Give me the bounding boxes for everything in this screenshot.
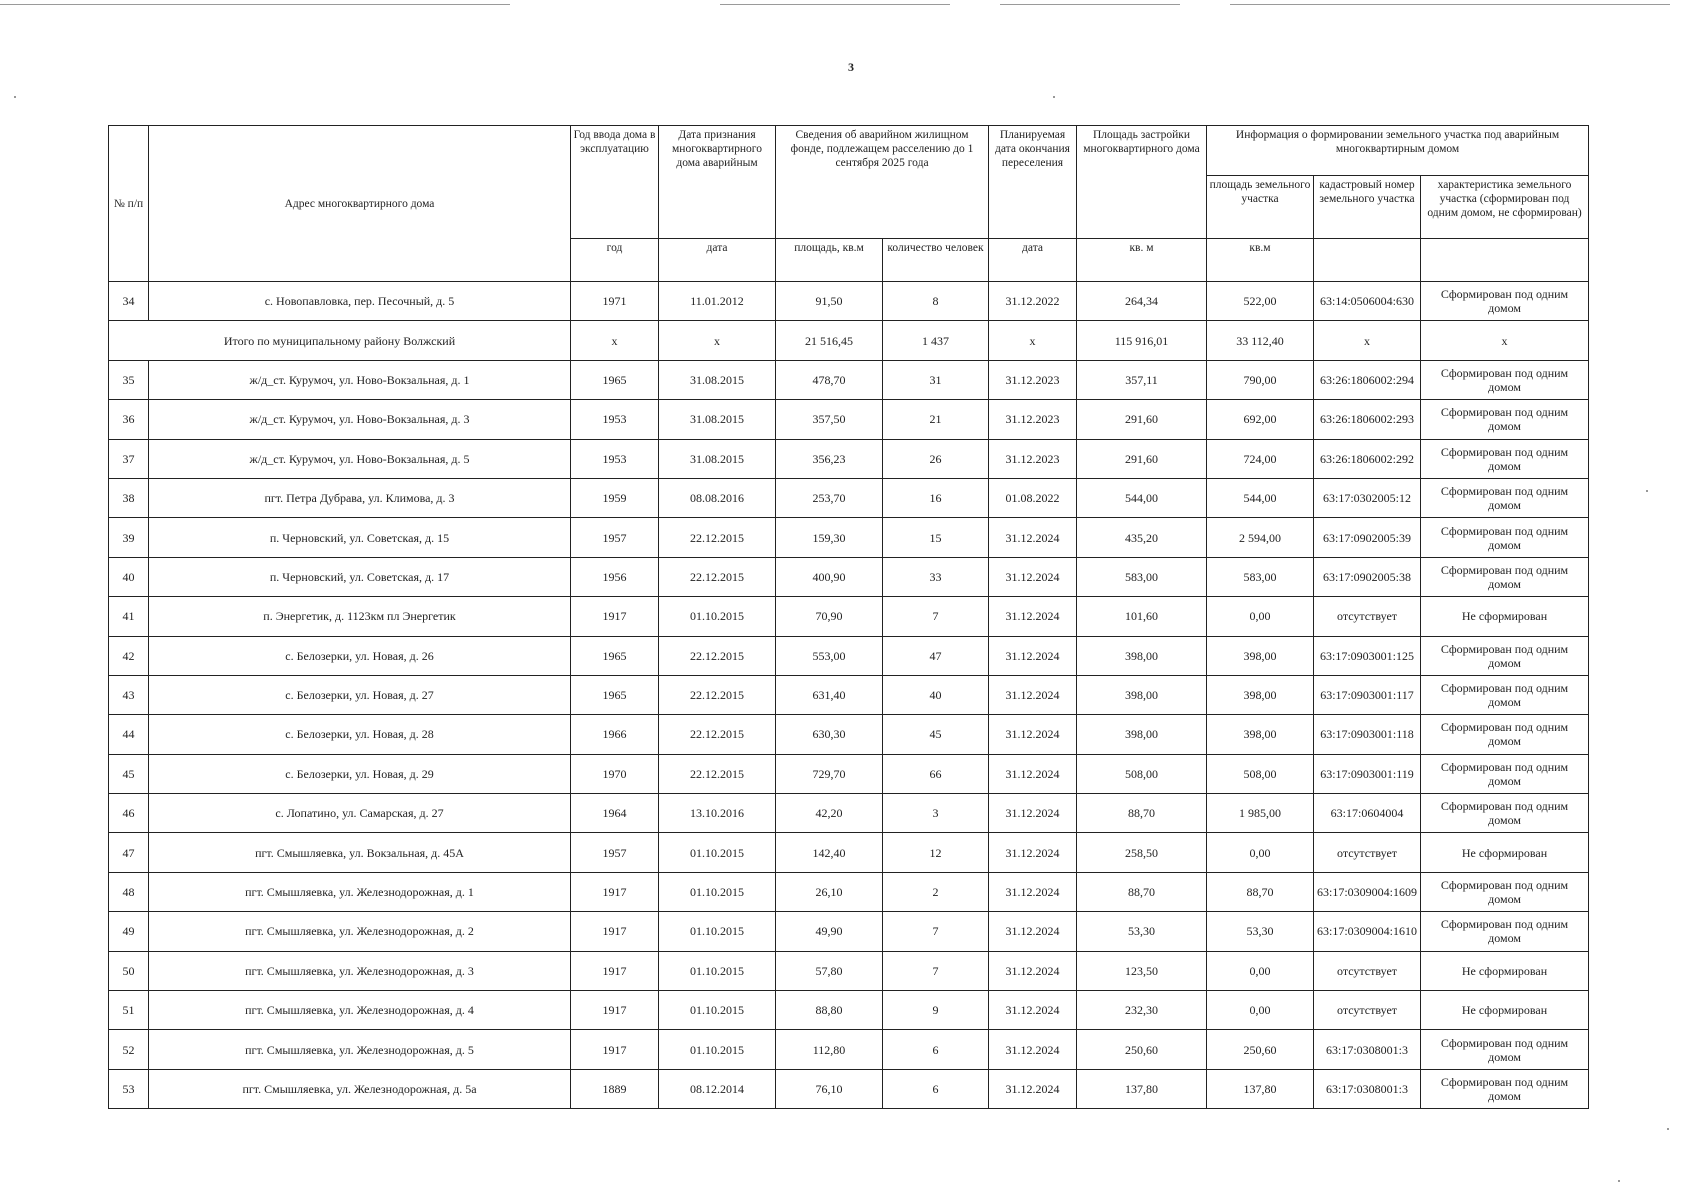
cell-build: 508,00 bbox=[1077, 754, 1207, 793]
cell-cad: отсутствует bbox=[1314, 951, 1421, 990]
header-sub-sqm: кв. м bbox=[1077, 239, 1207, 282]
cell-date: 01.10.2015 bbox=[659, 597, 776, 636]
header-row-main bbox=[109, 126, 1589, 239]
table-row bbox=[109, 1069, 1589, 1108]
cell-end: 31.12.2024 bbox=[989, 991, 1077, 1030]
cell-n: 35 bbox=[109, 360, 149, 399]
cell-date: 31.08.2015 bbox=[659, 400, 776, 439]
cell-people: 7 bbox=[883, 951, 989, 990]
cell-people: 6 bbox=[883, 1030, 989, 1069]
cell-people: 16 bbox=[883, 478, 989, 517]
cell-char: Сформирован под одним домом bbox=[1421, 636, 1589, 675]
cell-date: 01.10.2015 bbox=[659, 991, 776, 1030]
cell-n: 37 bbox=[109, 439, 149, 478]
cell-n: 53 bbox=[109, 1069, 149, 1108]
cell-land: 0,00 bbox=[1207, 597, 1314, 636]
cell-build: 291,60 bbox=[1077, 400, 1207, 439]
cell-cad: 63:17:0903001:119 bbox=[1314, 754, 1421, 793]
cell-char: Сформирован под одним домом bbox=[1421, 400, 1589, 439]
emergency-housing-table bbox=[108, 125, 1589, 1109]
cell-address: с. Белозерки, ул. Новая, д. 26 bbox=[149, 636, 571, 675]
table-row bbox=[109, 833, 1589, 872]
table-row bbox=[109, 360, 1589, 399]
cell-build: 88,70 bbox=[1077, 794, 1207, 833]
cell-year: 1965 bbox=[571, 360, 659, 399]
cell-build: 398,00 bbox=[1077, 675, 1207, 714]
table-row bbox=[109, 991, 1589, 1030]
cell-end: 31.12.2024 bbox=[989, 518, 1077, 557]
cell-build: 53,30 bbox=[1077, 912, 1207, 951]
cell-n: 50 bbox=[109, 951, 149, 990]
cell-char: Сформирован под одним домом bbox=[1421, 754, 1589, 793]
header-planned-end: Планируемая дата окончания переселения bbox=[989, 126, 1077, 239]
cell-address: пгт. Смышляевка, ул. Железнодорожная, д. 2 bbox=[149, 912, 571, 951]
cell-char: Сформирован под одним домом bbox=[1421, 675, 1589, 714]
header-sub-year: год bbox=[571, 239, 659, 282]
scan-edge-line bbox=[1000, 4, 1180, 5]
cell-char: Сформирован под одним домом bbox=[1421, 1069, 1589, 1108]
cell-build: 357,11 bbox=[1077, 360, 1207, 399]
table-row bbox=[109, 754, 1589, 793]
cell-area: 88,80 bbox=[776, 991, 883, 1030]
cell-year: 1889 bbox=[571, 1069, 659, 1108]
cell-date: 01.10.2015 bbox=[659, 833, 776, 872]
cell-address: пгт. Смышляевка, ул. Железнодорожная, д. 5 bbox=[149, 1030, 571, 1069]
cell-year: 1971 bbox=[571, 282, 659, 321]
table-body bbox=[109, 282, 1589, 1109]
cell-year: 1917 bbox=[571, 912, 659, 951]
cell-land: 692,00 bbox=[1207, 400, 1314, 439]
cell-address: п. Энергетик, д. 1123км пл Энергетик bbox=[149, 597, 571, 636]
header-sub-sqm2: кв.м bbox=[1207, 239, 1314, 282]
cell-address: с. Белозерки, ул. Новая, д. 27 bbox=[149, 675, 571, 714]
cell-land: 2 594,00 bbox=[1207, 518, 1314, 557]
cell-area: 91,50 bbox=[776, 282, 883, 321]
cell-n: 40 bbox=[109, 557, 149, 596]
cell-area: 729,70 bbox=[776, 754, 883, 793]
cell-end: 31.12.2024 bbox=[989, 872, 1077, 911]
header-sub-people: количество человек bbox=[883, 239, 989, 282]
cell-date: 22.12.2015 bbox=[659, 518, 776, 557]
cell-cad: 63:17:0903001:117 bbox=[1314, 675, 1421, 714]
total-end: х bbox=[989, 321, 1077, 360]
cell-people: 15 bbox=[883, 518, 989, 557]
cell-area: 112,80 bbox=[776, 1030, 883, 1069]
cell-date: 01.10.2015 bbox=[659, 1030, 776, 1069]
cell-land: 583,00 bbox=[1207, 557, 1314, 596]
cell-date: 08.08.2016 bbox=[659, 478, 776, 517]
cell-build: 123,50 bbox=[1077, 951, 1207, 990]
cell-address: пгт. Смышляевка, ул. Вокзальная, д. 45А bbox=[149, 833, 571, 872]
header-num: № п/п bbox=[109, 126, 149, 282]
cell-address: ж/д_ст. Курумоч, ул. Ново-Вокзальная, д. 3 bbox=[149, 400, 571, 439]
total-year: х bbox=[571, 321, 659, 360]
cell-end: 31.12.2024 bbox=[989, 715, 1077, 754]
cell-land: 508,00 bbox=[1207, 754, 1314, 793]
cell-build: 544,00 bbox=[1077, 478, 1207, 517]
cell-area: 357,50 bbox=[776, 400, 883, 439]
cell-area: 76,10 bbox=[776, 1069, 883, 1108]
cell-end: 31.12.2024 bbox=[989, 557, 1077, 596]
cell-people: 6 bbox=[883, 1069, 989, 1108]
header-year-commission: Год ввода дома в эксплуатацию bbox=[571, 126, 659, 239]
cell-year: 1953 bbox=[571, 439, 659, 478]
cell-cad: 63:17:0309004:1610 bbox=[1314, 912, 1421, 951]
cell-address: п. Черновский, ул. Советская, д. 17 bbox=[149, 557, 571, 596]
header-sub-date2: дата bbox=[989, 239, 1077, 282]
cell-n: 51 bbox=[109, 991, 149, 1030]
cell-land: 88,70 bbox=[1207, 872, 1314, 911]
cell-date: 01.10.2015 bbox=[659, 951, 776, 990]
cell-build: 250,60 bbox=[1077, 1030, 1207, 1069]
cell-n: 34 bbox=[109, 282, 149, 321]
table-row bbox=[109, 282, 1589, 321]
cell-build: 398,00 bbox=[1077, 715, 1207, 754]
cell-cad: 63:17:0302005:12 bbox=[1314, 478, 1421, 517]
cell-address: с. Белозерки, ул. Новая, д. 29 bbox=[149, 754, 571, 793]
cell-area: 159,30 bbox=[776, 518, 883, 557]
cell-year: 1957 bbox=[571, 518, 659, 557]
cell-cad: отсутствует bbox=[1314, 597, 1421, 636]
cell-char: Не сформирован bbox=[1421, 597, 1589, 636]
cell-cad: отсутствует bbox=[1314, 833, 1421, 872]
cell-land: 724,00 bbox=[1207, 439, 1314, 478]
cell-n: 39 bbox=[109, 518, 149, 557]
cell-people: 21 bbox=[883, 400, 989, 439]
cell-end: 31.12.2023 bbox=[989, 439, 1077, 478]
cell-cad: 63:26:1806002:292 bbox=[1314, 439, 1421, 478]
cell-area: 70,90 bbox=[776, 597, 883, 636]
cell-cad: 63:17:0308001:3 bbox=[1314, 1030, 1421, 1069]
cell-land: 790,00 bbox=[1207, 360, 1314, 399]
total-row bbox=[109, 321, 1589, 360]
cell-year: 1917 bbox=[571, 1030, 659, 1069]
total-date: х bbox=[659, 321, 776, 360]
cell-area: 253,70 bbox=[776, 478, 883, 517]
cell-address: ж/д_ст. Курумоч, ул. Ново-Вокзальная, д. 5 bbox=[149, 439, 571, 478]
header-date-emergency: Дата признания многоквартирного дома аварийным bbox=[659, 126, 776, 239]
table-row bbox=[109, 1030, 1589, 1069]
cell-area: 57,80 bbox=[776, 951, 883, 990]
header-land-info-group bbox=[1207, 126, 1589, 239]
cell-end: 31.12.2024 bbox=[989, 833, 1077, 872]
cell-address: с. Белозерки, ул. Новая, д. 28 bbox=[149, 715, 571, 754]
total-land: 33 112,40 bbox=[1207, 321, 1314, 360]
cell-land: 0,00 bbox=[1207, 991, 1314, 1030]
cell-area: 142,40 bbox=[776, 833, 883, 872]
cell-build: 232,30 bbox=[1077, 991, 1207, 1030]
total-char: х bbox=[1421, 321, 1589, 360]
cell-end: 31.12.2024 bbox=[989, 1030, 1077, 1069]
cell-date: 22.12.2015 bbox=[659, 557, 776, 596]
cell-people: 31 bbox=[883, 360, 989, 399]
cell-people: 7 bbox=[883, 597, 989, 636]
cell-area: 631,40 bbox=[776, 675, 883, 714]
cell-char: Сформирован под одним домом bbox=[1421, 872, 1589, 911]
cell-cad: 63:17:0309004:1609 bbox=[1314, 872, 1421, 911]
header-building-area: Площадь застройки многоквартирного дома bbox=[1077, 126, 1207, 239]
cell-build: 88,70 bbox=[1077, 872, 1207, 911]
cell-n: 41 bbox=[109, 597, 149, 636]
header-address: Адрес многоквартирного дома bbox=[149, 126, 571, 282]
cell-build: 435,20 bbox=[1077, 518, 1207, 557]
cell-n: 48 bbox=[109, 872, 149, 911]
header-housing-info: Сведения об аварийном жилищном фонде, подлежащем расселению до 1 сентября 2025 года bbox=[776, 126, 989, 239]
cell-year: 1965 bbox=[571, 675, 659, 714]
cell-end: 01.08.2022 bbox=[989, 478, 1077, 517]
total-area: 21 516,45 bbox=[776, 321, 883, 360]
cell-build: 101,60 bbox=[1077, 597, 1207, 636]
cell-end: 31.12.2023 bbox=[989, 360, 1077, 399]
cell-year: 1957 bbox=[571, 833, 659, 872]
header-sub-date: дата bbox=[659, 239, 776, 282]
table-row bbox=[109, 518, 1589, 557]
cell-land: 250,60 bbox=[1207, 1030, 1314, 1069]
cell-end: 31.12.2022 bbox=[989, 282, 1077, 321]
cell-people: 7 bbox=[883, 912, 989, 951]
cell-date: 01.10.2015 bbox=[659, 872, 776, 911]
cell-date: 22.12.2015 bbox=[659, 675, 776, 714]
cell-area: 630,30 bbox=[776, 715, 883, 754]
cell-year: 1953 bbox=[571, 400, 659, 439]
cell-address: с. Лопатино, ул. Самарская, д. 27 bbox=[149, 794, 571, 833]
cell-year: 1917 bbox=[571, 991, 659, 1030]
cell-cad: 63:26:1806002:294 bbox=[1314, 360, 1421, 399]
cell-end: 31.12.2024 bbox=[989, 794, 1077, 833]
cell-land: 137,80 bbox=[1207, 1069, 1314, 1108]
table-row bbox=[109, 675, 1589, 714]
cell-year: 1964 bbox=[571, 794, 659, 833]
cell-end: 31.12.2024 bbox=[989, 597, 1077, 636]
cell-char: Не сформирован bbox=[1421, 951, 1589, 990]
cell-people: 26 bbox=[883, 439, 989, 478]
cell-land: 544,00 bbox=[1207, 478, 1314, 517]
cell-area: 42,20 bbox=[776, 794, 883, 833]
cell-year: 1966 bbox=[571, 715, 659, 754]
table-row bbox=[109, 439, 1589, 478]
cell-char: Сформирован под одним домом bbox=[1421, 439, 1589, 478]
cell-cad: 63:26:1806002:293 bbox=[1314, 400, 1421, 439]
cell-year: 1956 bbox=[571, 557, 659, 596]
header-land-char: характеристика земельного участка (сформирован под одним домом, не сформирован) bbox=[1427, 179, 1582, 219]
cell-cad: 63:14:0506004:630 bbox=[1314, 282, 1421, 321]
cell-date: 01.10.2015 bbox=[659, 912, 776, 951]
cell-address: п. Черновский, ул. Советская, д. 15 bbox=[149, 518, 571, 557]
page-number: 3 bbox=[848, 60, 854, 74]
cell-people: 47 bbox=[883, 636, 989, 675]
cell-people: 2 bbox=[883, 872, 989, 911]
cell-end: 31.12.2024 bbox=[989, 951, 1077, 990]
cell-char: Не сформирован bbox=[1421, 833, 1589, 872]
cell-land: 53,30 bbox=[1207, 912, 1314, 951]
cell-land: 0,00 bbox=[1207, 833, 1314, 872]
header-land-info: Информация о формировании земельного участка под аварийным многоквартирным домом bbox=[1207, 126, 1588, 176]
cell-n: 46 bbox=[109, 794, 149, 833]
cell-end: 31.12.2024 bbox=[989, 754, 1077, 793]
cell-build: 583,00 bbox=[1077, 557, 1207, 596]
cell-cad: 63:17:0902005:38 bbox=[1314, 557, 1421, 596]
header-sub-area: площадь, кв.м bbox=[776, 239, 883, 282]
cell-char: Сформирован под одним домом bbox=[1421, 794, 1589, 833]
cell-year: 1959 bbox=[571, 478, 659, 517]
cell-address: пгт. Смышляевка, ул. Железнодорожная, д. 1 bbox=[149, 872, 571, 911]
total-label: Итого по муниципальному району Волжский bbox=[109, 321, 571, 360]
cell-n: 42 bbox=[109, 636, 149, 675]
cell-cad: 63:17:0903001:118 bbox=[1314, 715, 1421, 754]
scan-edge-line bbox=[0, 4, 510, 5]
table-row bbox=[109, 794, 1589, 833]
cell-area: 400,90 bbox=[776, 557, 883, 596]
cell-end: 31.12.2024 bbox=[989, 636, 1077, 675]
cell-char: Сформирован под одним домом bbox=[1421, 518, 1589, 557]
cell-people: 66 bbox=[883, 754, 989, 793]
cell-build: 291,60 bbox=[1077, 439, 1207, 478]
cell-date: 31.08.2015 bbox=[659, 360, 776, 399]
cell-date: 31.08.2015 bbox=[659, 439, 776, 478]
cell-land: 398,00 bbox=[1207, 636, 1314, 675]
cell-address: с. Новопавловка, пер. Песочный, д. 5 bbox=[149, 282, 571, 321]
cell-build: 264,34 bbox=[1077, 282, 1207, 321]
header-sub-cad-empty bbox=[1314, 239, 1421, 282]
header-land-area: площадь земельного участка bbox=[1207, 176, 1314, 238]
cell-n: 47 bbox=[109, 833, 149, 872]
cell-n: 45 bbox=[109, 754, 149, 793]
cell-address: ж/д_ст. Курумоч, ул. Ново-Вокзальная, д. 1 bbox=[149, 360, 571, 399]
cell-n: 49 bbox=[109, 912, 149, 951]
cell-people: 8 bbox=[883, 282, 989, 321]
cell-cad: 63:17:0308001:3 bbox=[1314, 1069, 1421, 1108]
cell-year: 1917 bbox=[571, 951, 659, 990]
cell-date: 22.12.2015 bbox=[659, 636, 776, 675]
table-row bbox=[109, 872, 1589, 911]
cell-n: 52 bbox=[109, 1030, 149, 1069]
cell-area: 553,00 bbox=[776, 636, 883, 675]
cell-land: 398,00 bbox=[1207, 675, 1314, 714]
cell-year: 1970 bbox=[571, 754, 659, 793]
header-cadastral: кадастровый номер земельного участка bbox=[1314, 176, 1421, 238]
cell-people: 9 bbox=[883, 991, 989, 1030]
scan-edge-line bbox=[720, 4, 950, 5]
cell-char: Сформирован под одним домом bbox=[1421, 912, 1589, 951]
cell-area: 478,70 bbox=[776, 360, 883, 399]
cell-end: 31.12.2024 bbox=[989, 675, 1077, 714]
cell-year: 1965 bbox=[571, 636, 659, 675]
cell-cad: 63:17:0902005:39 bbox=[1314, 518, 1421, 557]
cell-n: 36 bbox=[109, 400, 149, 439]
cell-n: 38 bbox=[109, 478, 149, 517]
cell-address: пгт. Смышляевка, ул. Железнодорожная, д. 5а bbox=[149, 1069, 571, 1108]
cell-end: 31.12.2024 bbox=[989, 912, 1077, 951]
table-row bbox=[109, 478, 1589, 517]
cell-date: 11.01.2012 bbox=[659, 282, 776, 321]
total-build: 115 916,01 bbox=[1077, 321, 1207, 360]
table-row bbox=[109, 715, 1589, 754]
total-people: 1 437 bbox=[883, 321, 989, 360]
cell-char: Сформирован под одним домом bbox=[1421, 715, 1589, 754]
cell-char: Сформирован под одним домом bbox=[1421, 478, 1589, 517]
header-sub-char-empty bbox=[1421, 239, 1589, 282]
cell-n: 44 bbox=[109, 715, 149, 754]
cell-people: 12 bbox=[883, 833, 989, 872]
cell-date: 13.10.2016 bbox=[659, 794, 776, 833]
cell-build: 398,00 bbox=[1077, 636, 1207, 675]
cell-land: 1 985,00 bbox=[1207, 794, 1314, 833]
scan-edge-line bbox=[1230, 4, 1670, 5]
cell-end: 31.12.2024 bbox=[989, 1069, 1077, 1108]
table-row bbox=[109, 597, 1589, 636]
cell-cad: отсутствует bbox=[1314, 991, 1421, 1030]
cell-people: 3 bbox=[883, 794, 989, 833]
cell-area: 49,90 bbox=[776, 912, 883, 951]
cell-char: Сформирован под одним домом bbox=[1421, 557, 1589, 596]
cell-area: 356,23 bbox=[776, 439, 883, 478]
cell-people: 45 bbox=[883, 715, 989, 754]
cell-area: 26,10 bbox=[776, 872, 883, 911]
table-row bbox=[109, 636, 1589, 675]
cell-people: 33 bbox=[883, 557, 989, 596]
cell-land: 522,00 bbox=[1207, 282, 1314, 321]
cell-land: 398,00 bbox=[1207, 715, 1314, 754]
cell-build: 258,50 bbox=[1077, 833, 1207, 872]
cell-char: Сформирован под одним домом bbox=[1421, 282, 1589, 321]
cell-char: Сформирован под одним домом bbox=[1421, 1030, 1589, 1069]
cell-n: 43 bbox=[109, 675, 149, 714]
cell-year: 1917 bbox=[571, 597, 659, 636]
cell-build: 137,80 bbox=[1077, 1069, 1207, 1108]
cell-char: Сформирован под одним домом bbox=[1421, 360, 1589, 399]
cell-address: пгт. Смышляевка, ул. Железнодорожная, д. 4 bbox=[149, 991, 571, 1030]
table-row bbox=[109, 912, 1589, 951]
table-row bbox=[109, 400, 1589, 439]
cell-land: 0,00 bbox=[1207, 951, 1314, 990]
total-cad: х bbox=[1314, 321, 1421, 360]
cell-address: пгт. Смышляевка, ул. Железнодорожная, д. 3 bbox=[149, 951, 571, 990]
cell-end: 31.12.2023 bbox=[989, 400, 1077, 439]
table-row bbox=[109, 951, 1589, 990]
cell-cad: 63:17:0604004 bbox=[1314, 794, 1421, 833]
cell-year: 1917 bbox=[571, 872, 659, 911]
table-row bbox=[109, 557, 1589, 596]
cell-cad: 63:17:0903001:125 bbox=[1314, 636, 1421, 675]
cell-address: пгт. Петра Дубрава, ул. Климова, д. 3 bbox=[149, 478, 571, 517]
cell-date: 08.12.2014 bbox=[659, 1069, 776, 1108]
cell-people: 40 bbox=[883, 675, 989, 714]
cell-char: Не сформирован bbox=[1421, 991, 1589, 1030]
cell-date: 22.12.2015 bbox=[659, 754, 776, 793]
cell-date: 22.12.2015 bbox=[659, 715, 776, 754]
